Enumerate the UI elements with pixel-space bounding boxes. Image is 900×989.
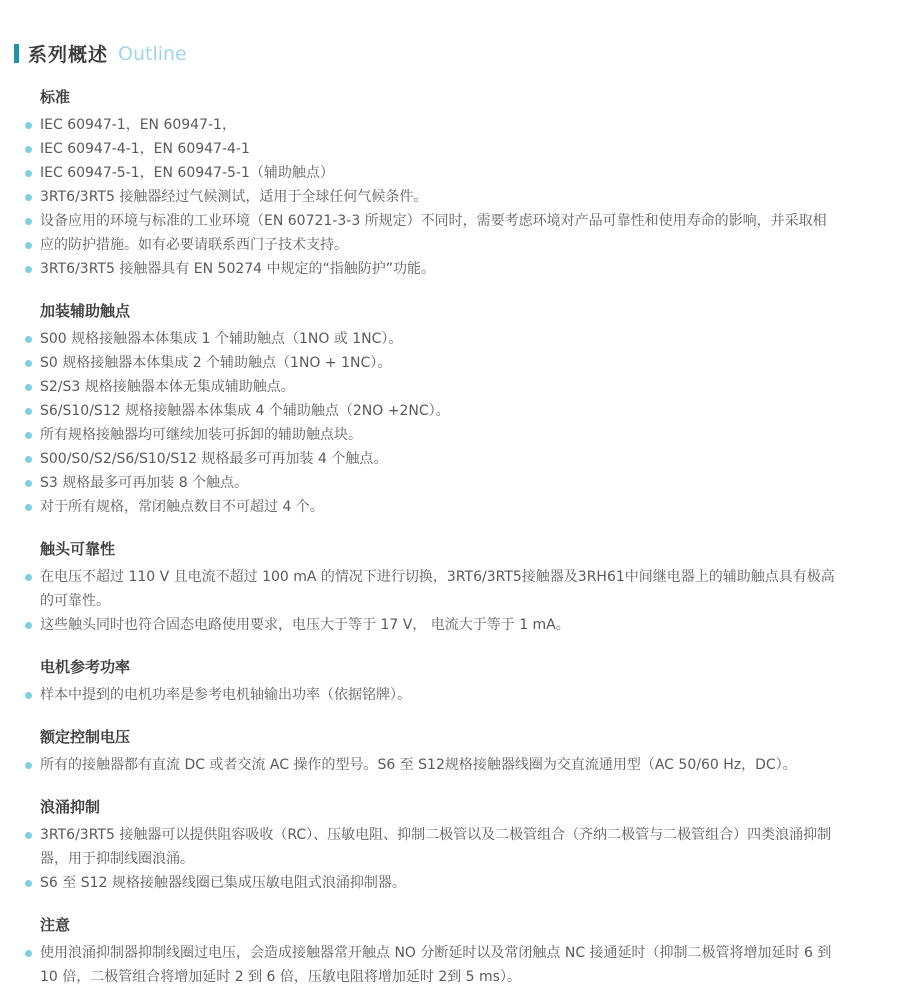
content-section [25, 728, 838, 777]
list-item-text: S00/S0/S2/S6/S10/S12 规格最多可再加装 4 个触点。 [40, 451, 388, 467]
bullet-dot-icon [25, 336, 32, 343]
list-item [25, 471, 838, 495]
bullet-dot-icon [25, 622, 32, 629]
list-item [25, 161, 838, 185]
bullet-dot-icon [25, 574, 32, 581]
section-heading: 触头可靠性 [40, 540, 116, 558]
list-item-text: 在电压不超过 110 V 且电流不超过 100 mA 的情况下进行切换，3RT6/3RT5接触器及3RH61中间继电器上的辅助触点具有极高的可靠性。 [40, 569, 835, 609]
list-item [25, 495, 838, 519]
list-item [25, 753, 838, 777]
section-heading: 加装辅助触点 [40, 302, 131, 320]
list-item [25, 327, 838, 351]
list-item [25, 613, 838, 637]
list-item-text: S00 规格接触器本体集成 1 个辅助触点（1NO 或 1NC）。 [40, 331, 403, 347]
bullet-dot-icon [25, 456, 32, 463]
list-item [25, 233, 838, 257]
list-item-text: 设备应用的环境与标准的工业环境（EN 60721-3-3 所规定）不同时，需要考虑环境对产品可靠性和使用寿命的影响，并采取相 [40, 213, 827, 229]
bullet-dot-icon [25, 194, 32, 201]
bullet-list [25, 565, 838, 637]
list-item [25, 871, 838, 895]
section-heading: 标准 [40, 88, 71, 106]
list-item [25, 351, 838, 375]
list-item [25, 447, 838, 471]
list-item-text: 使用浪涌抑制器抑制线圈过电压，会造成接触器常开触点 NO 分断延时以及常闭触点 NC 接通延时（抑制二极管将增加延时 6 到 10 倍，二极管组合将增加延时 2 到 6 倍，压敏电阻将增加延时 2到 5 ms）。 [40, 945, 832, 985]
series-header [0, 0, 900, 67]
list-item-text: 所有规格接触器均可继续加装可拆卸的辅助触点块。 [40, 427, 362, 443]
bullet-dot-icon [25, 950, 32, 957]
bullet-dot-icon [25, 762, 32, 769]
list-item-text: S0 规格接触器本体集成 2 个辅助触点（1NO + 1NC）。 [40, 355, 392, 371]
list-item [25, 423, 838, 447]
list-item-text: 3RT6/3RT5 接触器经过气候测试，适用于全球任何气候条件。 [40, 189, 428, 205]
bullet-list [25, 823, 838, 895]
list-item-text: IEC 60947-1，EN 60947-1， [40, 117, 236, 133]
bullet-list [25, 683, 838, 707]
list-item-text: 3RT6/3RT5 接触器具有 EN 50274 中规定的“指触防护”功能。 [40, 261, 436, 277]
list-item-text: 对于所有规格，常闭触点数目不可超过 4 个。 [40, 499, 324, 515]
list-item-text: IEC 60947-4-1，EN 60947-4-1 [40, 141, 250, 157]
content-section [25, 540, 838, 637]
content-section [25, 798, 838, 895]
list-item [25, 137, 838, 161]
bullet-dot-icon [25, 692, 32, 699]
accent-bar-icon [14, 44, 19, 63]
bullet-dot-icon [25, 432, 32, 439]
section-heading: 额定控制电压 [40, 728, 131, 746]
list-item [25, 399, 838, 423]
bullet-dot-icon [25, 266, 32, 273]
bullet-dot-icon [25, 504, 32, 511]
bullet-dot-icon [25, 170, 32, 177]
list-item-text: 所有的接触器都有直流 DC 或者交流 AC 操作的型号。S6 至 S12规格接触器线圈为交直流通用型（AC 50/60 Hz，DC）。 [40, 757, 797, 773]
bullet-list [25, 941, 838, 989]
content-section [25, 658, 838, 707]
list-item-text: 这些触头同时也符合固态电路使用要求，电压大于等于 17 V， 电流大于等于 1 mA。 [40, 617, 570, 633]
content-section [25, 302, 838, 519]
list-item-text: IEC 60947-5-1，EN 60947-5-1（辅助触点） [40, 165, 334, 181]
bullet-list [25, 113, 838, 281]
list-item [25, 565, 838, 613]
list-item-text: 应的防护措施。如有必要请联系西门子技术支持。 [40, 237, 348, 253]
bullet-dot-icon [25, 384, 32, 391]
page-subtitle: Outline [118, 42, 187, 65]
bullet-dot-icon [25, 122, 32, 129]
list-item-text: S6/S10/S12 规格接触器本体集成 4 个辅助触点（2NO +2NC）。 [40, 403, 450, 419]
bullet-dot-icon [25, 880, 32, 887]
bullet-list [25, 327, 838, 519]
list-item [25, 185, 838, 209]
list-item-text: S6 至 S12 规格接触器线圈已集成压敏电阻式浪涌抑制器。 [40, 875, 406, 891]
list-item-text: 3RT6/3RT5 接触器可以提供阻容吸收（RC）、压敏电阻、抑制二极管以及二极管组合（齐纳二极管与二极管组合）四类浪涌抑制器，用于抑制线圈浪涌。 [40, 827, 832, 867]
bullet-dot-icon [25, 480, 32, 487]
bullet-dot-icon [25, 408, 32, 415]
list-item-text: S2/S3 规格接触器本体无集成辅助触点。 [40, 379, 295, 395]
list-item [25, 823, 838, 871]
list-item-text: S3 规格最多可再加装 8 个触点。 [40, 475, 249, 491]
content-section [25, 88, 838, 281]
section-heading: 注意 [40, 916, 71, 934]
content-area [0, 88, 900, 989]
page-title: 系列概述 [28, 44, 109, 66]
list-item [25, 683, 838, 707]
list-item [25, 257, 838, 281]
list-item [25, 113, 838, 137]
list-item [25, 941, 838, 989]
section-heading: 浪涌抑制 [40, 798, 101, 816]
bullet-dot-icon [25, 242, 32, 249]
bullet-dot-icon [25, 218, 32, 225]
list-item [25, 209, 838, 233]
bullet-dot-icon [25, 832, 32, 839]
content-section [25, 916, 838, 989]
bullet-dot-icon [25, 360, 32, 367]
list-item [25, 375, 838, 399]
list-item-text: 样本中提到的电机功率是参考电机轴输出功率（依据铭牌）。 [40, 687, 411, 703]
bullet-dot-icon [25, 146, 32, 153]
bullet-list [25, 753, 838, 777]
section-heading: 电机参考功率 [40, 658, 131, 676]
